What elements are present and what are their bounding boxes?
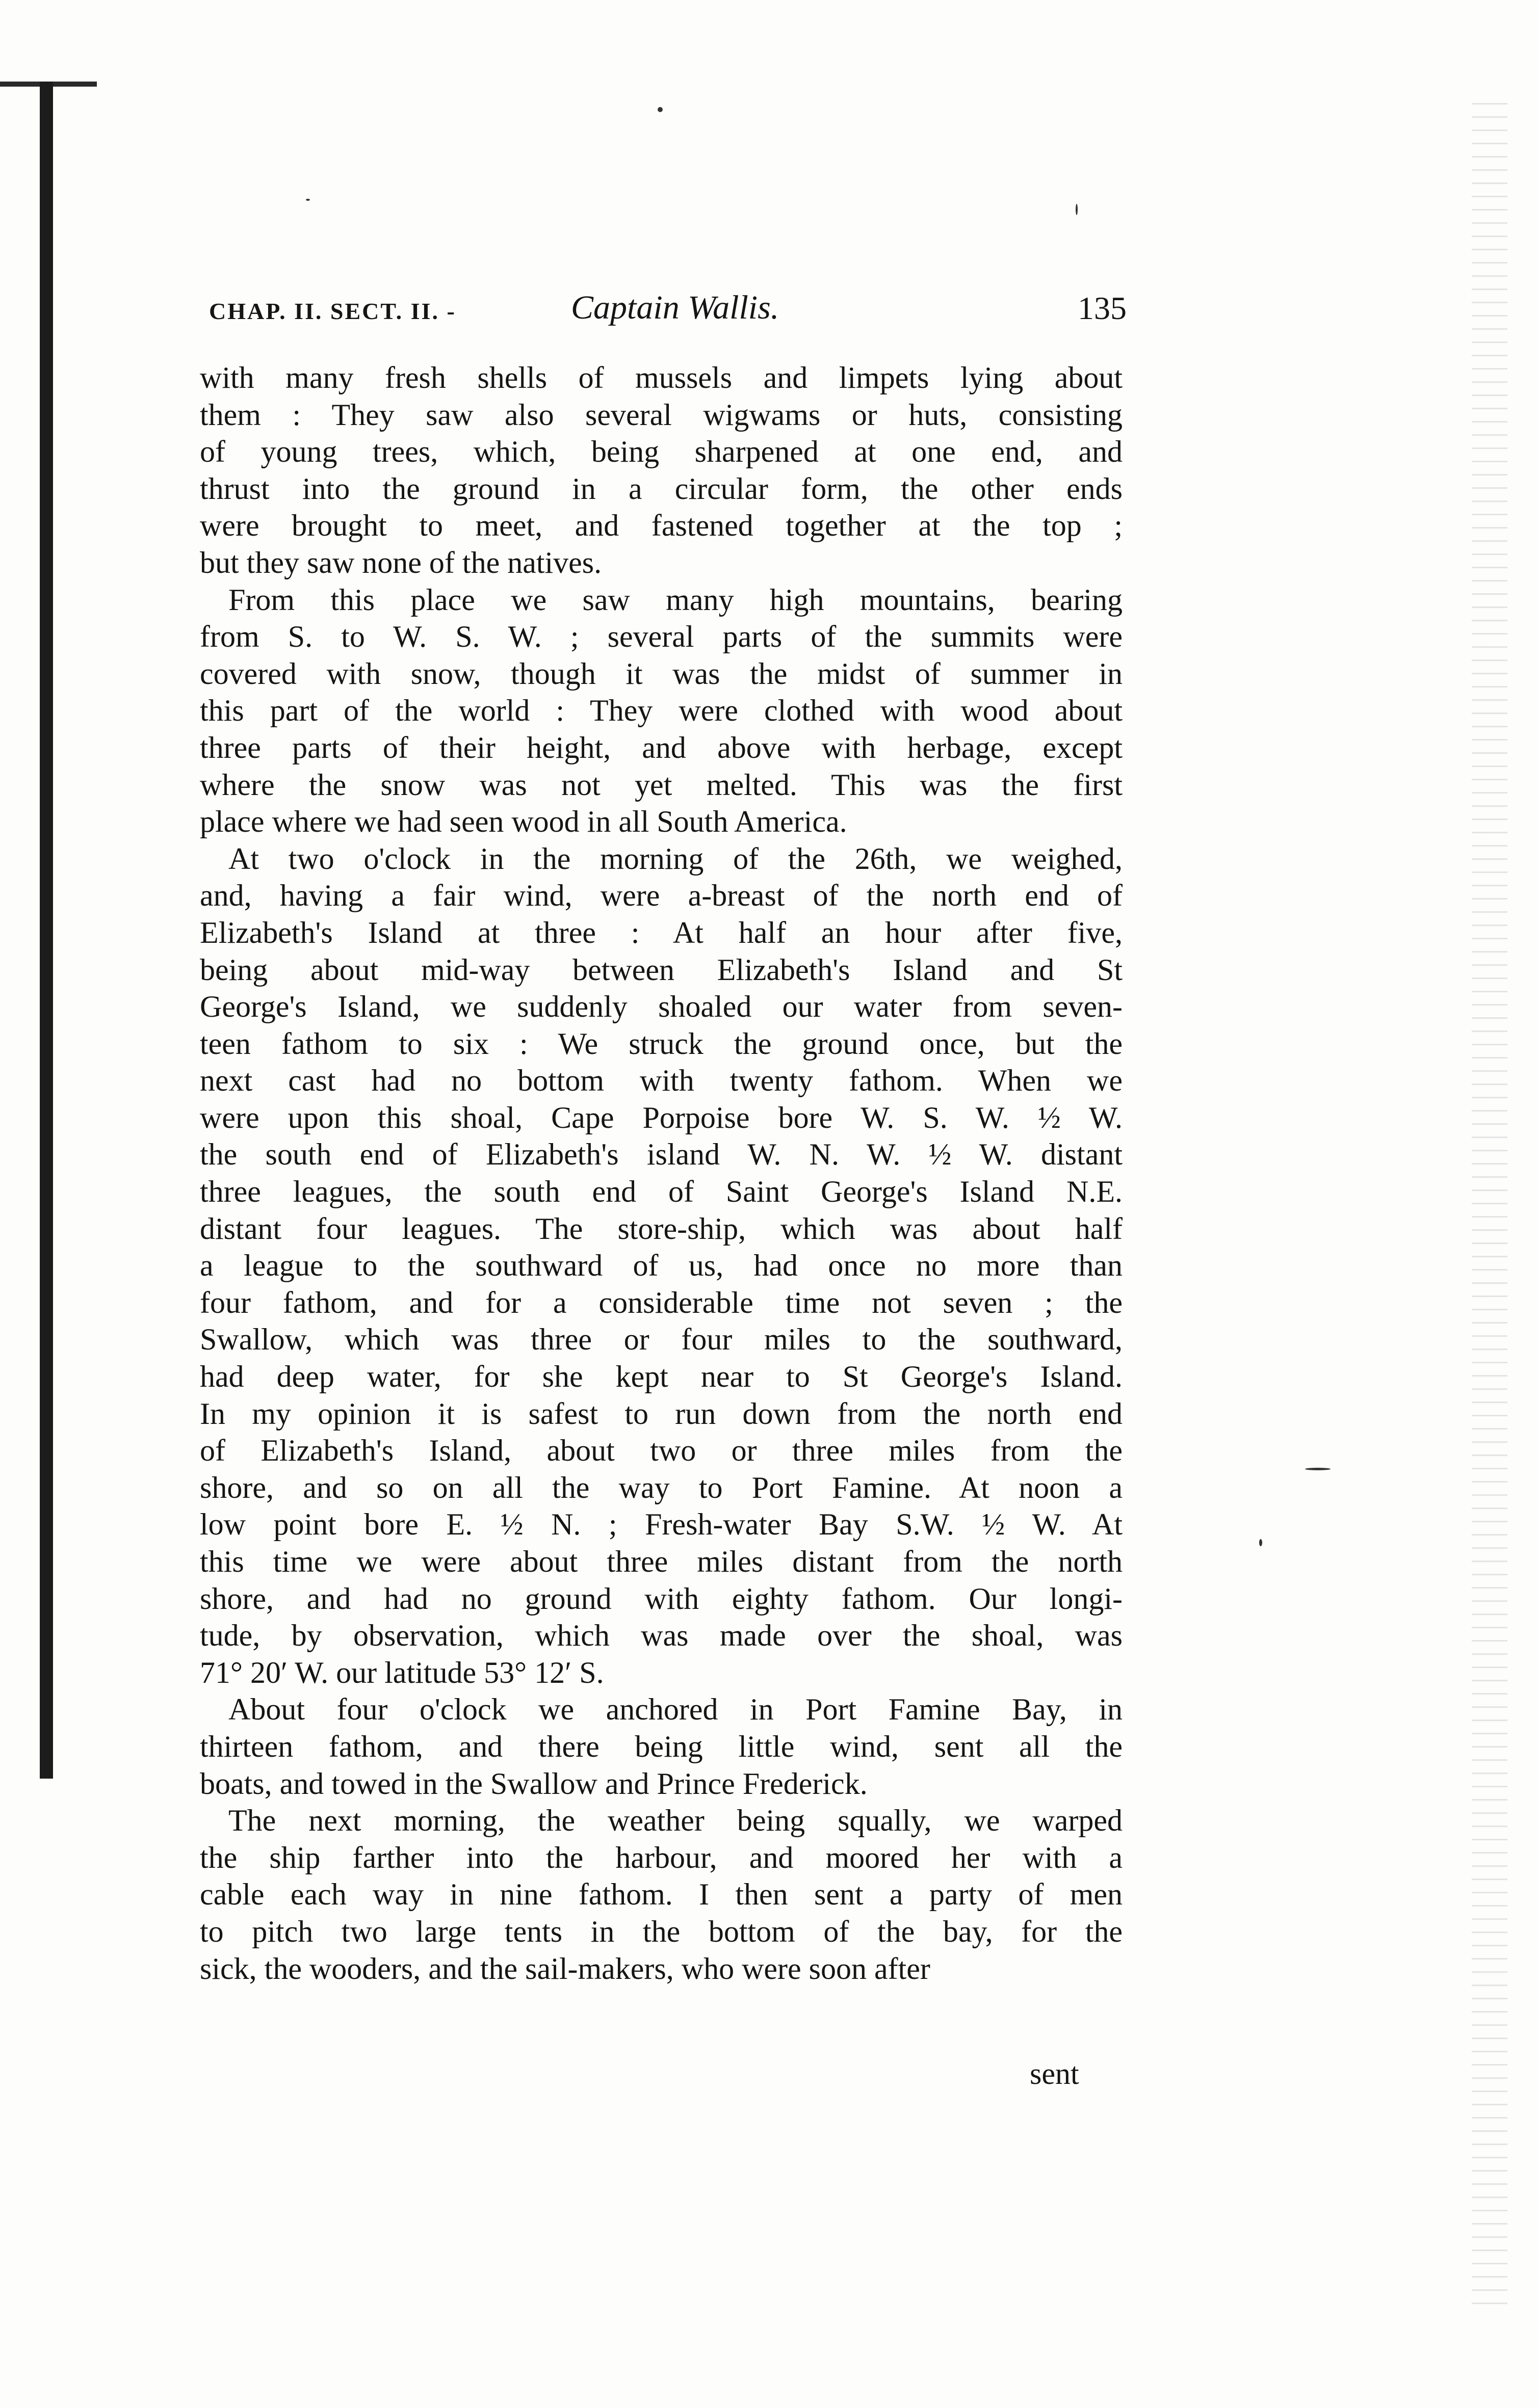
speck [1259,1539,1262,1546]
text-line: from S. to W. S. W. ; several parts of the summits were [200,620,1123,654]
text-line: of young trees, which, being sharpened at one end, and [200,435,1123,469]
text-line: them : They saw also several wigwams or huts, consisting [200,398,1123,432]
text-line: were upon this shoal, Cape Porpoise bore W. S. W. ½ W. [200,1100,1123,1134]
text-line: thirteen fathom, and there being little wind, sent all the [200,1729,1123,1763]
speck [1076,204,1078,215]
text-line: the ship farther into the harbour, and moored her with a [200,1840,1123,1874]
text-line: shore, and had no ground with eighty fathom. Our longi- [200,1581,1123,1616]
text-line: a league to the southward of us, had once no more than [200,1249,1123,1283]
text-line: had deep water, for she kept near to St George's Island. [200,1360,1123,1394]
page-number: 135 [1078,290,1127,326]
text-line: From this place we saw many high mountains, bearing [228,583,1123,617]
text-line: where the snow was not yet melted. This was the first [200,768,1123,802]
text-line: four fathom, and for a considerable time not seven ; the [200,1285,1123,1319]
text-line: but they saw none of the natives. [200,545,602,579]
text-line: George's Island, we suddenly shoaled our water from seven- [200,990,1123,1024]
text-line: distant four leagues. The store-ship, which was about half [200,1211,1123,1246]
text-line: At two o'clock in the morning of the 26th, we weighed, [228,841,1123,876]
text-line: three parts of their height, and above with herbage, except [200,730,1123,764]
text-line: cable each way in nine fathom. I then sent a party of men [200,1877,1123,1912]
text-line: The next morning, the weather being squally, we warped [228,1804,1123,1838]
text-line: sick, the wooders, and the sail-makers, who were soon after [200,1951,930,1986]
text-line: to pitch two large tents in the bottom of the bay, for the [200,1914,1123,1948]
text-line: boats, and towed in the Swallow and Prince Frederick. [200,1766,868,1801]
paragraph [200,840,1123,1691]
text-line: In my opinion it is safest to run down from the north end [200,1396,1123,1431]
text-line: shore, and so on all the way to Port Famine. At noon a [200,1470,1123,1504]
speck [306,199,310,201]
text-line: of Elizabeth's Island, about two or three miles from the [200,1434,1123,1468]
running-header [199,285,1127,331]
text-line: Swallow, which was three or four miles to the southward, [200,1322,1123,1357]
body-text [200,359,1123,1987]
text-line: teen fathom to six : We struck the ground once, but the [200,1026,1123,1061]
text-line: place where we had seen wood in all South America. [200,805,847,839]
text-line: being about mid-way between Elizabeth's Island and St [200,952,1123,987]
text-line: with many fresh shells of mussels and limpets lying about [200,361,1123,394]
text-line: next cast had no bottom with twenty fathom. When we [200,1064,1123,1098]
binding-edge [40,82,53,1779]
text-line: Elizabeth's Island at three : At half an hour after five, [200,915,1123,949]
text-line: covered with snow, though it was the midst of summer in [200,656,1123,691]
text-line: and, having a fair wind, were a-breast of the north end of [200,879,1123,913]
text-line: this time we were about three miles distant from the north [200,1545,1123,1578]
speck [1305,1468,1331,1470]
paragraph [200,359,1123,581]
text-line: three leagues, the south end of Saint George's Island N.E. [200,1175,1123,1209]
paragraph [200,581,1123,840]
text-line: were brought to meet, and fastened together at the top ; [200,509,1123,543]
text-line: this part of the world : They were clothed with wood about [200,694,1123,728]
chapter-heading: CHAP. II. SECT. II. - [209,298,456,324]
text-line: About four o'clock we anchored in Port Famine Bay, in [228,1692,1123,1727]
page-edge-noise [1472,92,1507,2309]
paragraph [200,1691,1123,1802]
text-line: 71° 20′ W. our latitude 53° 12′ S. [200,1655,604,1689]
speck [658,107,663,112]
text-line: the south end of Elizabeth's island W. N. W. ½ W. distant [200,1137,1123,1172]
text-line: tude, by observation, which was made over the shoal, was [200,1619,1123,1653]
catchword: sent [1030,2057,1079,2091]
running-title: Captain Wallis. [571,289,779,326]
paragraph [200,1802,1123,1987]
text-line: thrust into the ground in a circular form, the other ends [200,471,1123,506]
text-line: low point bore E. ½ N. ; Fresh-water Bay S.W. ½ W. At [200,1507,1123,1542]
